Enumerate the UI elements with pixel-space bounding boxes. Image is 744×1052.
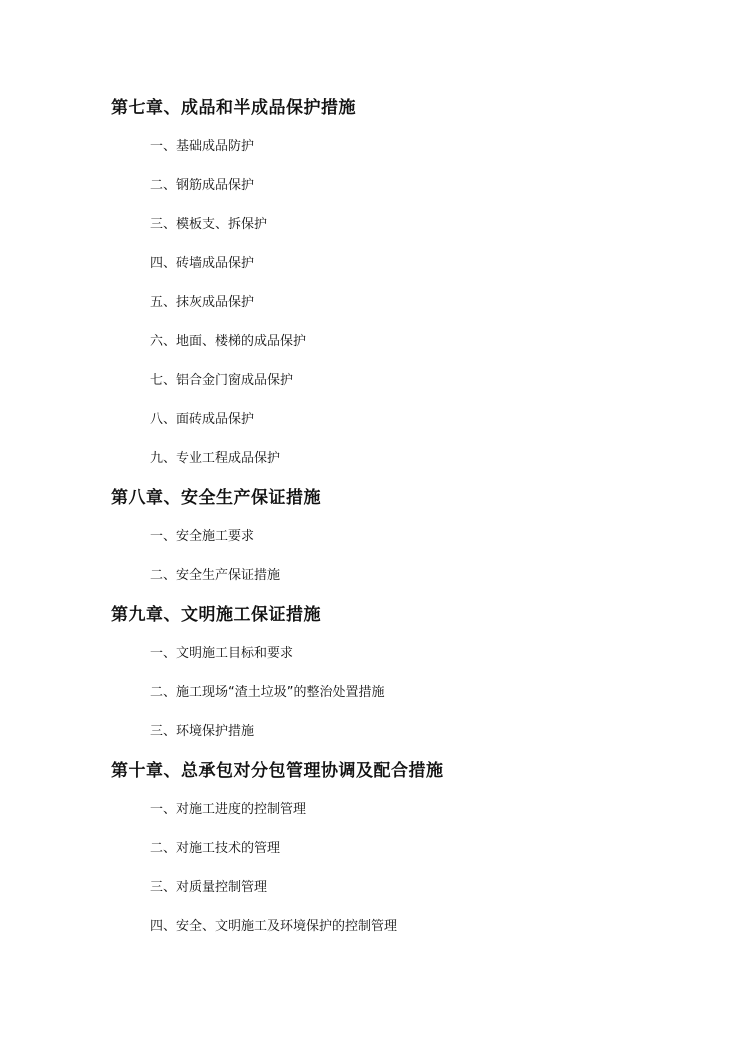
toc-item-7-9: 九、专业工程成品保护 [150,451,281,466]
toc-item-7-8: 八、面砖成品保护 [150,412,255,427]
toc-item-7-5: 五、抹灰成品保护 [150,295,255,310]
toc-item-7-1: 一、基础成品防护 [150,139,255,154]
toc-item-7-4: 四、砖墙成品保护 [150,256,255,271]
toc-item-9-2: 二、施工现场“渣土垃圾”的整治处置措施 [150,685,385,700]
toc-item-8-2: 二、安全生产保证措施 [150,568,281,583]
toc-item-10-2: 二、对施工技术的管理 [150,841,281,856]
toc-item-7-6: 六、地面、楼梯的成品保护 [150,334,307,349]
chapter-10-heading: 第十章、总承包对分包管理协调及配合措施 [111,761,444,781]
toc-item-8-1: 一、安全施工要求 [150,529,255,544]
chapter-9-heading: 第九章、文明施工保证措施 [111,605,321,625]
toc-item-7-3: 三、模板支、拆保护 [150,217,268,232]
chapter-8-heading: 第八章、安全生产保证措施 [111,488,321,508]
toc-item-10-1: 一、对施工进度的控制管理 [150,802,307,817]
toc-item-10-4: 四、安全、文明施工及环境保护的控制管理 [150,919,398,934]
toc-item-7-7: 七、铝合金门窗成品保护 [150,373,294,388]
toc-item-7-2: 二、钢筋成品保护 [150,178,255,193]
toc-item-10-3: 三、对质量控制管理 [150,880,268,895]
toc-item-9-1: 一、文明施工目标和要求 [150,646,294,661]
toc-item-9-3: 三、环境保护措施 [150,724,255,739]
chapter-7-heading: 第七章、成品和半成品保护措施 [111,98,356,118]
